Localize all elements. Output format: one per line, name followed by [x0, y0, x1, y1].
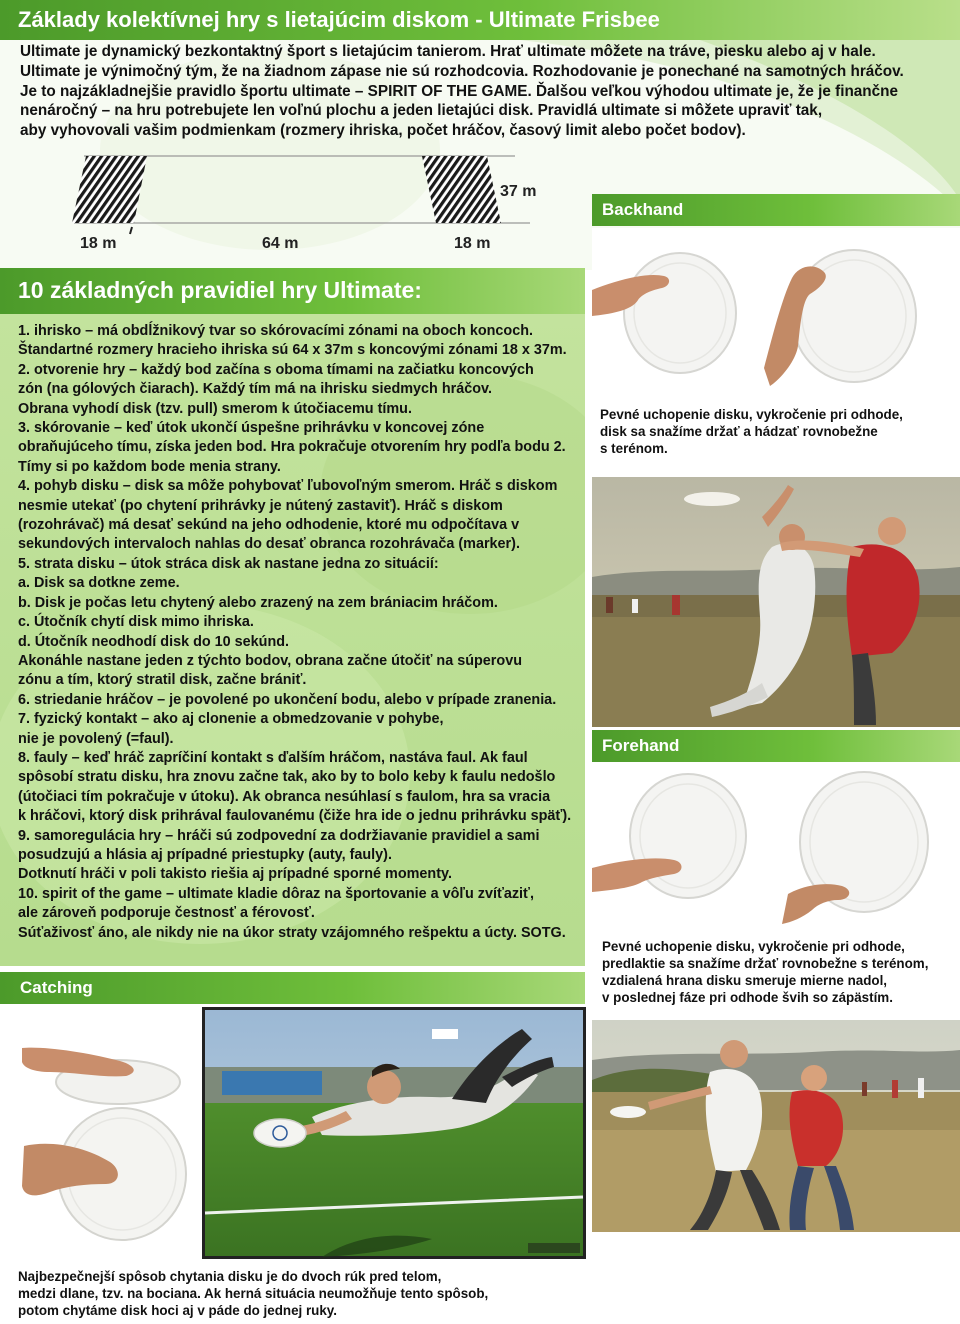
- end-zone-right: [422, 156, 501, 223]
- rule-line: 10. spirit of the game – ultimate kladie dôraz na športovanie a vôľu zvíťaziť,: [18, 885, 534, 902]
- rule-line: Štandartné rozmery hracieho ihriska sú 64 x 37m s koncovými zónami 18 x 37m.: [18, 342, 567, 359]
- rule-line: k hráčovi, ktorý disk prihrával faulovanému (čiže hra ide o jednu prihrávku späť).: [18, 808, 572, 825]
- rule-line: Tímy si po každom bode menia strany.: [18, 458, 281, 475]
- rule-line: ale zároveň podporuje čestnosť a férovosť.: [18, 905, 315, 922]
- forehand-caption-line: v poslednej fáze pri odhode švih so zápästím.: [602, 990, 893, 1005]
- backhand-grip-photo: [592, 228, 960, 398]
- backhand-label: Backhand: [602, 200, 684, 219]
- rule-line: obraňujúceho tímu, získa jeden bod. Hra pokračuje otvorením hry podľa bodu 2.: [18, 439, 566, 456]
- intro-line: aby vyhovovali vašim podmienkam (rozmery ihriska, počet hráčov, časový limit alebo počet bodov).: [20, 122, 746, 140]
- catching-caption-line: potom chytáme disk hoci aj v páde do jednej ruky.: [18, 1303, 337, 1318]
- intro-line: nenáročný – na hru potrebujete len voľnú plochu a jeden lietajúci disk. Pravidlá ultimate si môžete upraviť tak,: [20, 102, 823, 120]
- forehand-caption: [602, 938, 928, 1006]
- rule-line: zón (na gólových čiarach). Každý tím má na ihrisku siedmych hráčov.: [18, 381, 492, 398]
- rule-line: zónu a tím, ktorý stratil disk, začne brániť.: [18, 672, 307, 689]
- intro-line: Je to najzákladnejšie pravidlo športu ultimate – SPIRIT OF THE GAME. Ďalšou veľkou výhodou ultimate je, že je finančne: [20, 82, 899, 100]
- forehand-caption-line: predlaktie sa snažíme držať rovnobežne s terénom,: [602, 956, 929, 971]
- rule-line: Obrana vyhodí disk (tzv. pull) smerom k útočiacemu tímu.: [18, 400, 412, 417]
- intro-paragraph: [20, 42, 940, 141]
- catching-grip-photo: [14, 1016, 194, 1246]
- rule-line: nesmie utekať (po chytení prihrávky je nútený zastaviť). Hráč s diskom: [18, 497, 503, 514]
- forehand-caption-line: vzdialená hrana disku smeruje mierne nadol,: [602, 973, 888, 988]
- catching-header: [0, 972, 585, 1004]
- forehand-label: Forehand: [602, 736, 680, 755]
- rule-line: (útočiaci tím pokračuje v útoku). Ak obranca nesúhlasí s faulom, hra sa vracia: [18, 788, 551, 805]
- backhand-action-photo: [592, 477, 960, 727]
- backhand-header: [592, 194, 960, 226]
- header-bar: [0, 0, 960, 40]
- catching-caption-line: Najbezpečnejší spôsob chytania disku je do dvoch rúk pred telom,: [18, 1269, 442, 1284]
- catching-caption: [18, 1268, 488, 1319]
- rule-line: 2. otvorenie hry – každý bod začína s oboma tímami na začiatku koncových: [18, 361, 534, 378]
- forehand-header: [592, 730, 960, 762]
- rule-line: sekundových intervaloch nahlas do desať obranca rozohrávača (marker).: [18, 536, 520, 553]
- catching-dive-photo: [202, 1007, 586, 1259]
- middle-zone-label: 64 m: [262, 235, 299, 252]
- backhand-caption-line: s terénom.: [600, 441, 668, 456]
- end-zone-left-label: 18 m: [80, 235, 117, 252]
- rule-line: Akonáhle nastane jeden z týchto bodov, obrana začne útočiť na súperovu: [18, 652, 522, 669]
- rule-line: 9. samoregulácia hry – hráči sú zodpovední za dodržiavanie pravidiel a sami: [18, 827, 540, 844]
- intro-line: Ultimate je dynamický bezkontaktný šport s lietajúcim tanierom. Hrať ultimate môžete na tráve, piesku alebo aj v hale.: [20, 43, 876, 60]
- rule-line: 5. strata disku – útok stráca disk ak nastane jedna zo situácií:: [18, 555, 439, 572]
- forehand-grip-photo: [592, 764, 960, 930]
- rule-line: 3. skórovanie – keď útok ukončí úspešne prihrávku v koncovej zóne: [18, 420, 485, 437]
- rule-line: 4. pohyb disku – disk sa môže pohybovať ľubovoľným smerom. Hráč s diskom: [18, 478, 558, 495]
- rule-line: nie je povolený (=faul).: [18, 730, 174, 747]
- backhand-caption: [600, 406, 903, 457]
- rules-list: [18, 322, 583, 943]
- end-zone-left: [72, 156, 147, 223]
- backhand-caption-line: Pevné uchopenie disku, vykročenie pri odhode,: [600, 407, 903, 422]
- backhand-caption-line: disk sa snažíme držať a hádzať rovnobežne: [600, 424, 878, 439]
- rule-line: Dotknutí hráči v poli takisto riešia aj prípadné sporné momenty.: [18, 866, 452, 883]
- rule-line: (rozohrávač) má desať sekúnd na jeho odhodenie, ktoré mu odpočítava v: [18, 517, 520, 534]
- rule-line: 7. fyzický kontakt – ako aj clonenie a obmedzovanie v pohybe,: [18, 711, 444, 728]
- rule-line: b. Disk je počas letu chytený alebo zrazený na zem brániacim hráčom.: [18, 594, 498, 611]
- rules-title: 10 základných pravidiel hry Ultimate:: [18, 277, 422, 303]
- rule-line: 6. striedanie hráčov – je povolené po ukončení bodu, alebo v prípade zranenia.: [18, 691, 557, 708]
- rule-line: spôsobí stratu disku, hra znovu začne tak, ako by to bolo keby k faulu nedošlo: [18, 769, 556, 786]
- forehand-caption-line: Pevné uchopenie disku, vykročenie pri odhode,: [602, 939, 905, 954]
- field-diagram: [60, 150, 560, 260]
- rule-line: Súťaživosť áno, ale nikdy nie na úkor straty vzájomného rešpektu a úcty. SOTG.: [18, 924, 566, 941]
- rule-line: a. Disk sa dotkne zeme.: [18, 575, 180, 592]
- field-diagram-graphic: [60, 150, 560, 260]
- catching-label: Catching: [20, 978, 93, 997]
- page-title: Základy kolektívnej hry s lietajúcim diskom - Ultimate Frisbee: [18, 7, 660, 32]
- forehand-action-photo: [592, 1020, 960, 1232]
- catching-caption-line: medzi dlane, tzv. na bociana. Ak herná situácia neumožňuje tento spôsob,: [18, 1286, 489, 1301]
- rule-line: c. Útočník chytí disk mimo ihriska.: [18, 614, 254, 631]
- rule-line: 8. fauly – keď hráč zapríčiní kontakt s ďalším hráčom, nastáva faul. Ak faul: [18, 749, 528, 766]
- intro-line: Ultimate je výnimočný tým, že na žiadnom zápase nie sú rozhodcovia. Rozhodovanie je ponechané na samotných hráčov.: [20, 62, 904, 80]
- rule-line: d. Útočník neodhodí disk do 10 sekúnd.: [18, 633, 290, 650]
- rule-line: posudzujú a hlásia aj prípadné priestupky (auty, fauly).: [18, 846, 392, 863]
- rules-header-bar: [0, 268, 585, 314]
- end-zone-right-label: 18 m: [454, 235, 491, 252]
- rule-line: 1. ihrisko – má obdĺžnikový tvar so skórovacími zónami na oboch koncoch.: [18, 323, 534, 339]
- field-width-label: 37 m: [500, 183, 537, 200]
